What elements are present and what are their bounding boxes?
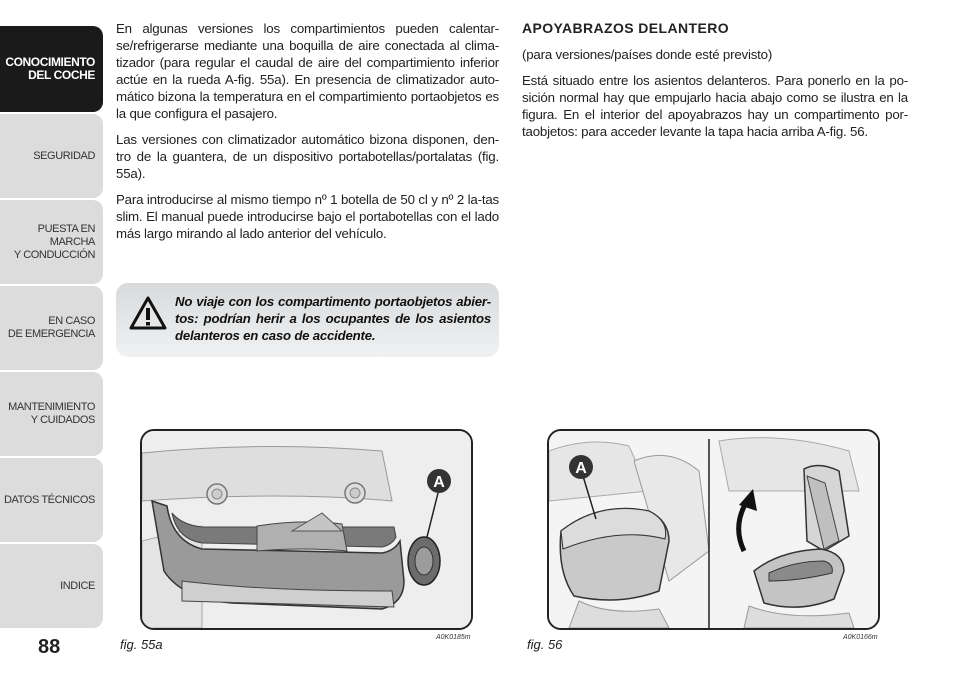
warning-text: No viaje con los compartimento portaobjetos abier-tos: podrían herir a los ocupantes de los asientos delanteros en caso de accidente. xyxy=(175,294,491,343)
left-column xyxy=(116,20,499,251)
sidebar-item-label: DATOS TÉCNICOS xyxy=(4,493,95,506)
warning-box xyxy=(116,283,499,357)
sidebar-item-label: PUESTA EN MARCHA Y CONDUCCIÓN xyxy=(13,222,95,261)
section-subheading: (para versiones/países donde esté previsto) xyxy=(522,47,773,62)
paragraph: Para introducirse al mismo tiempo nº 1 botella de 50 cl y nº 2 la-tas slim. El manual puede introducirse bajo el portabotellas con el lado más largo mirando al lado anterior del vehículo. xyxy=(116,192,499,241)
figure-code: A0K0166m xyxy=(843,634,878,641)
paragraph: Está situado entre los asientos delanteros. Para ponerlo en la po-sición normal hay que empujarlo hacia abajo como se ilustra en la figura. En el interior del apoyabrazos hay un compartimento por-taobjetos: para acceder levante la tapa hacia arriba A-fig. 56. xyxy=(522,73,908,139)
sidebar-item-label: MANTENIMIENTO Y CUIDADOS xyxy=(8,401,95,426)
sidebar-item-label: CONOCIMIENTO DEL COCHE xyxy=(5,55,95,82)
marker-label: A xyxy=(433,474,445,491)
sidebar-item-en-caso-de-emergencia[interactable] xyxy=(0,286,103,370)
sidebar-item-mantenimiento[interactable] xyxy=(0,372,103,456)
figure-56 xyxy=(547,429,880,630)
figure-55a xyxy=(140,429,473,630)
figure-code: A0K0185m xyxy=(436,634,471,641)
sidebar-item-conocimiento-del-coche[interactable] xyxy=(0,26,103,112)
sidebar-item-label: INDICE xyxy=(60,579,95,592)
armrest-illustration xyxy=(549,431,878,628)
right-column xyxy=(522,20,908,149)
paragraph: Las versiones con climatizador automático bizona disponen, den-tro de la guantera, de un dispositivo portabotellas/portalatas (fig. 55a). xyxy=(116,132,499,181)
glovebox-illustration xyxy=(142,431,471,628)
sidebar-item-datos-tecnicos[interactable] xyxy=(0,458,103,542)
sidebar-item-label: EN CASO DE EMERGENCIA xyxy=(7,315,95,340)
sidebar-item-label: SEGURIDAD xyxy=(33,149,95,162)
warning-triangle-icon xyxy=(128,295,168,331)
figure-caption: fig. 56 xyxy=(527,637,563,652)
section-heading: APOYABRAZOS DELANTERO xyxy=(522,20,730,36)
marker-label: A xyxy=(575,460,587,477)
page-number: 88 xyxy=(38,636,61,658)
paragraph: En algunas versiones los compartimientos pueden calentar-se/refrigerarse mediante una boquilla de aire conectada al clima-tizador (para regular el caudal de aire del compartimiento inferior actúe en la rueda A-fig. 55a). En presencia de climatizador auto-mático bizona la temperatura en el compartimiento portaobjetos es la que configura el pasajero. xyxy=(116,21,499,121)
sidebar-item-indice[interactable] xyxy=(0,544,103,628)
sidebar-item-puesta-en-marcha[interactable] xyxy=(0,200,103,284)
sidebar-item-seguridad[interactable] xyxy=(0,114,103,198)
figure-caption: fig. 55a xyxy=(120,637,163,652)
